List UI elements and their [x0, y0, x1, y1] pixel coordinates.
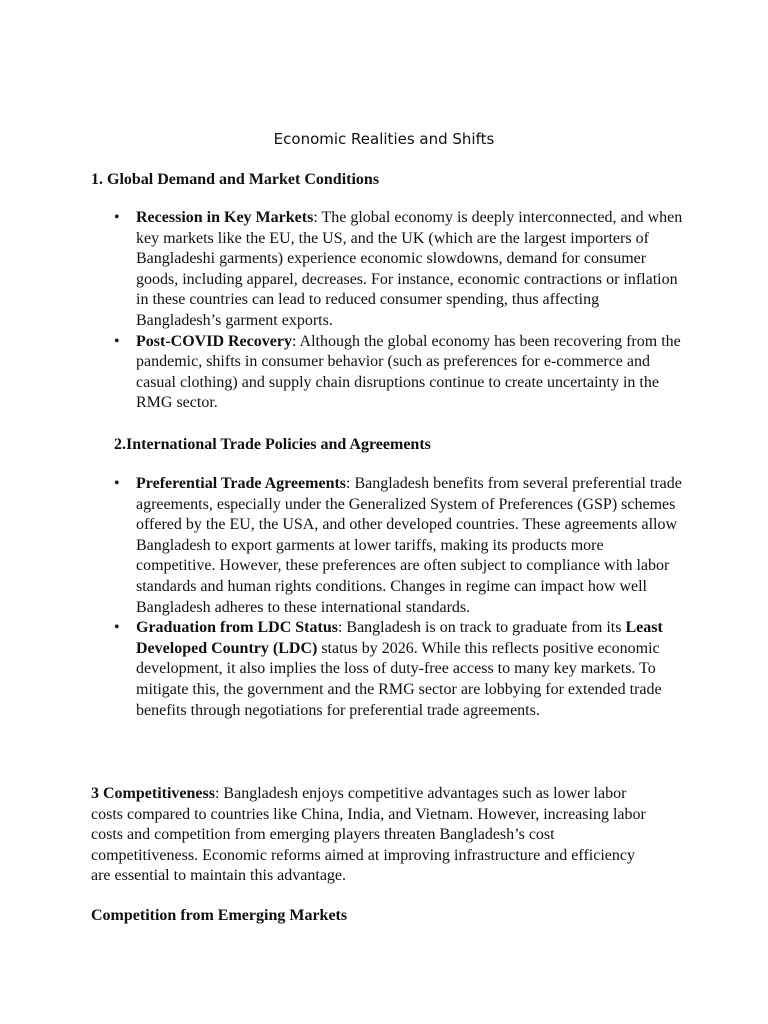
- item-term-secondary: Least Developed Country (LDC): [136, 619, 663, 657]
- bullet-icon: •: [114, 332, 120, 350]
- section-1-list: [114, 208, 684, 414]
- document-title: Economic Realities and Shifts: [273, 130, 495, 148]
- item-term: Post-COVID Recovery: [136, 332, 292, 350]
- item-text: : Bangladesh benefits from several preferential trade agreements, especially under the Generalized System of Preferences (GSP) schemes offered by the EU, the USA, and other developed countries. These agreements allow Bangladesh to export garments at lower tariffs, making its products more competitive. However, these preferences are often subject to compliance with labor standards and human rights conditions. Changes in regime can impact how well Bangladesh adheres to these international standards.: [136, 475, 682, 616]
- bullet-icon: •: [114, 475, 120, 492]
- list-item: [114, 332, 684, 414]
- item-text: : The global economy is deeply interconnected, and when key markets like the EU, the US, and the UK (which are the largest importers of Bangladeshi garments) experience economic slowdowns, demand for consumer goods, including apparel, decreases. For instance, economic contractions or inflation in these countries can lead to reduced consumer spending, thus affecting Bangladesh’s garment exports.: [136, 209, 683, 329]
- section-4-heading: Competition from Emerging Markets: [91, 907, 348, 924]
- list-item: [114, 618, 684, 721]
- item-text: : Although the global economy has been recovering from the pandemic, shifts in consumer behavior (such as preferences for e-commerce and casual clothing) and supply chain disruptions continue to create uncertainty in the RMG sector.: [136, 332, 681, 412]
- bullet-icon: •: [114, 619, 120, 637]
- section-1-heading: 1. Global Demand and Market Conditions: [91, 171, 380, 188]
- item-text: : Bangladesh is on track to graduate from its: [337, 619, 626, 637]
- section-2-list: [114, 474, 684, 721]
- section-2-heading: 2.International Trade Policies and Agreements: [114, 436, 431, 453]
- section-3-paragraph: [91, 784, 651, 887]
- item-term: Recession in Key Markets: [136, 209, 314, 226]
- bullet-icon: •: [114, 209, 120, 226]
- list-item: [114, 208, 684, 332]
- paragraph-text: : Bangladesh enjoys competitive advantages such as lower labor costs compared to countries like China, India, and Vietnam. However, increasing labor costs and competition from emerging players threaten Bangladesh’s cost competitiveness. Economic reforms aimed at improving infrastructure and efficiency are essential to maintain this advantage.: [91, 785, 646, 885]
- list-item: [114, 474, 684, 618]
- item-text-continued: status by 2026. While this reflects positive economic development, it also implies the loss of duty-free access to many key markets. To mitigate this, the government and the RMG sector are lobbying for extended trade benefits through negotiations for preferential trade agreements.: [136, 639, 662, 719]
- item-term: Graduation from LDC Status: [136, 619, 338, 637]
- paragraph-term: 3 Competitiveness: [91, 785, 215, 802]
- item-term: Preferential Trade Agreements: [136, 475, 347, 492]
